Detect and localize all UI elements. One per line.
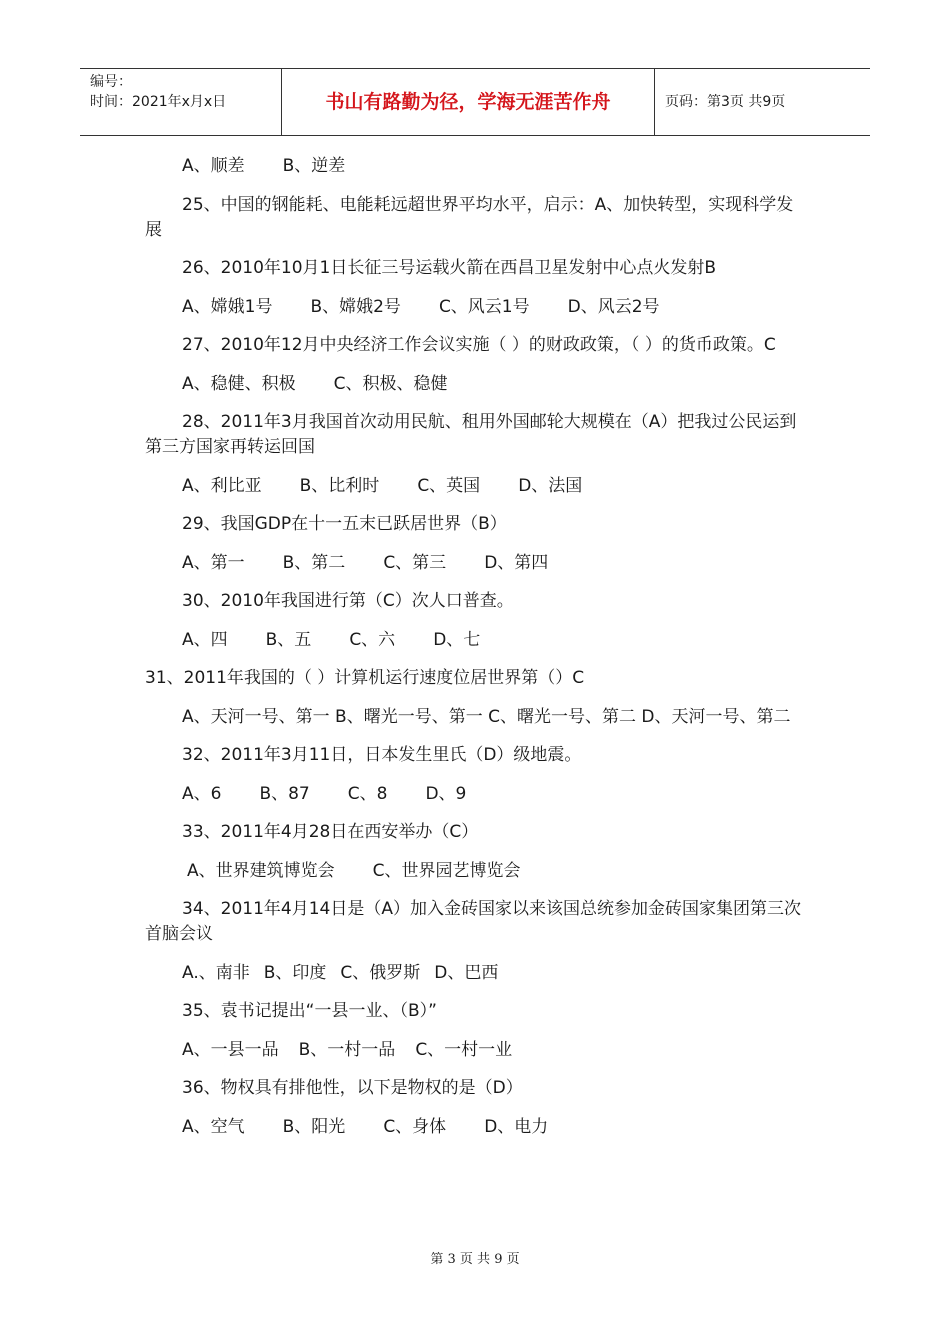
option: C、世界园艺博览会: [372, 860, 521, 881]
option: A、世界建筑博览会: [187, 860, 335, 881]
option: D、第四: [484, 552, 549, 573]
q32-options: [145, 782, 805, 807]
serial-label: 编号：: [90, 74, 132, 90]
option: A、四: [182, 629, 228, 650]
question-26: 26、2010年10月1日长征三号运载火箭在西昌卫星发射中心点火发射B: [182, 258, 717, 278]
option: B、嫦娥2号: [310, 296, 401, 317]
question-33: 33、2011年4月28日在西安举办（C）: [182, 822, 479, 842]
q28-options: [145, 474, 805, 499]
question-25: 25、中国的钢能耗、电能耗远超世界平均水平，启示：A、加快转型，实现科学发展: [145, 194, 794, 240]
option: D、9: [425, 783, 467, 804]
option: A、利比亚: [182, 475, 262, 496]
option: C、英国: [417, 475, 481, 496]
option: C、身体: [383, 1116, 447, 1137]
option: D、七: [433, 629, 481, 650]
option: C、8: [347, 783, 388, 804]
option: B、87: [259, 783, 310, 804]
question-36: 36、物权具有排他性，以下是物权的是（D）: [182, 1078, 523, 1098]
q31-options: A、天河一号、第一 B、曙光一号、第一 C、曙光一号、第二 D、天河一号、第二: [182, 706, 791, 727]
option: A、一县一品: [182, 1039, 279, 1060]
q36-options: [145, 1115, 805, 1140]
q27-options: [145, 372, 805, 397]
question-31: 31、2011年我国的（ ）计算机运行速度位居世界第（）C: [145, 668, 585, 688]
q29-options: [145, 551, 805, 576]
q34-options: [145, 961, 805, 986]
header-page-info: 页码：第3页 共9页: [665, 94, 786, 110]
header-motto: 书山有路勤为径，学海无涯苦作舟: [282, 69, 655, 135]
option: D、巴西: [434, 962, 499, 983]
question-34: 34、2011年4月14日是（A）加入金砖国家以来该国总统参加金砖国家集团第三次首脑会议: [145, 899, 801, 944]
q35-options: [145, 1038, 805, 1063]
option: C、第三: [383, 552, 447, 573]
option: A、稳健、积极: [182, 373, 296, 394]
question-30: 30、2010年我国进行第（C）次人口普查。: [182, 591, 514, 611]
document-body: [145, 154, 805, 1153]
page-header: [80, 68, 870, 136]
option: D、电力: [484, 1116, 549, 1137]
date-label: 时间：2021年x月x日: [90, 94, 227, 110]
option: B、五: [265, 629, 312, 650]
option: B、第二: [282, 552, 346, 573]
option: A、第一: [182, 552, 245, 573]
option: C、一村一业: [415, 1039, 513, 1060]
question-29: 29、我国GDP在十一五末已跃居世界（B）: [182, 514, 507, 534]
question-32: 32、2011年3月11日，日本发生里氏（D）级地震。: [182, 745, 582, 765]
header-meta: [80, 69, 282, 135]
option: C、俄罗斯: [340, 962, 421, 983]
page-footer: 第 3 页 共 9 页: [430, 1252, 520, 1267]
option: B、印度: [263, 962, 327, 983]
q26-options: [145, 295, 805, 320]
q24-options: [145, 154, 805, 179]
option: C、六: [349, 629, 396, 650]
option: D、风云2号: [567, 296, 660, 317]
option: B、一村一品: [298, 1039, 396, 1060]
option: D、法国: [518, 475, 583, 496]
option: A、嫦娥1号: [182, 296, 273, 317]
option: A.、南非: [182, 962, 250, 983]
option: A、空气: [182, 1116, 245, 1137]
q30-options: [145, 628, 805, 653]
option: C、风云1号: [438, 296, 530, 317]
question-35: 35、袁书记提出“一县一业、（B）”: [182, 1001, 437, 1021]
option: B、阳光: [282, 1116, 346, 1137]
option: A、6: [182, 783, 222, 804]
question-27: 27、2010年12月中央经济工作会议实施（ ）的财政政策，（ ）的货币政策。C: [182, 335, 776, 355]
option: A、顺差: [182, 156, 245, 176]
option: C、积极、稳健: [333, 373, 448, 394]
option: B、比利时: [299, 475, 380, 496]
option: B、逆差: [282, 156, 346, 176]
q33-options: [145, 859, 805, 884]
question-28: 28、2011年3月我国首次动用民航、租用外国邮轮大规模在（A）把我过公民运到第三方国家再转运回国: [145, 412, 797, 457]
